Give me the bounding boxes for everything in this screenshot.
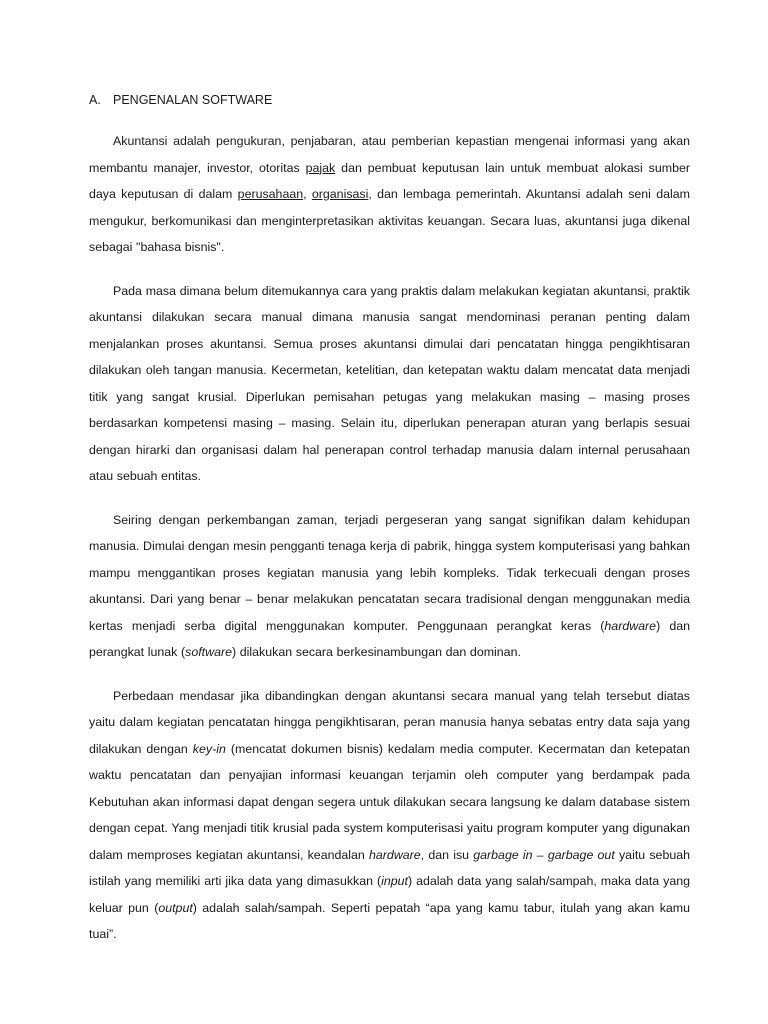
p4-italic-input: input — [381, 874, 408, 888]
p4-text-5: ) adalah data yang salah/sampah, maka data yang keluar pun ( — [89, 874, 690, 915]
p4-text-3: , dan isu — [420, 847, 474, 862]
p4-text-4: yaitu sebuah istilah yang memiliki arti jika data yang dimasukkan ( — [89, 847, 691, 888]
document-page — [89, 90, 690, 965]
paragraph-2: Pada masa dimana belum ditemukannya cara yang praktis dalam melakukan kegiatan akuntansi, praktik akuntansi dilakukan secara manual dimana manusia sangat mendominasi peranan penting dalam menjalankan proses akuntansi. Semua proses akuntansi dimulai dari pencatatan hingga pengikhtisaran dilakukan oleh tangan manusia. Kecermetan, ketelitian, dan ketepatan waktu dalam mencatat data menjadi titik yang sangat krusial. Diperlukan pemisahan petugas yang melakukan masing – masing proses berdasarkan kompetensi masing – masing. Selain itu, diperlukan penerapan aturan yang berlapis sesuai dengan hirarki dan organisasi dalam hal penerapan control terhadap manusia dalam internal perusahaan atau sebuah entitas. — [89, 283, 690, 483]
p3-italic-software: software — [185, 645, 232, 659]
paragraph-3 — [89, 507, 690, 666]
p1-text-1: Akuntansi adalah pengukuran, penjabaran, atau pemberian kepastian mengenai informasi yang akan membantu manajer, investor, otoritas — [89, 134, 690, 175]
p3-text-3: ) dilakukan secara berkesinambungan dan dominan. — [231, 645, 521, 659]
p3-text-2: ) dan perangkat lunak ( — [89, 618, 690, 659]
p4-italic-garbage: garbage in – garbage out — [473, 847, 615, 862]
p3-text-1: Seiring dengan perkembangan zaman, terjadi pergeseran yang sangat signifikan dalam kehidupan manusia. Dimulai dengan mesin pengganti tenaga kerja di pabrik, hingga system komputerisasi yang bahkan mampu menggantikan proses kegiatan manusia yang lebih kompleks. Tidak terkecuali dengan proses akuntansi. Dari yang benar – benar melakukan pencatatan secara tradisional dengan menggunakan media kertas menjadi serba digital menggunakan komputer. Penggunaan perangkat keras ( — [89, 512, 690, 633]
section-letter: A. — [89, 93, 101, 107]
link-organisasi[interactable]: organisasi — [311, 187, 369, 201]
link-pajak[interactable]: pajak — [305, 160, 336, 175]
p4-text-2: (mencatat dokumen bisnis) kedalam media computer. Kecermatan dan ketepatan waktu pencatatan dan penyajian informasi keuangan terjamin oleh computer yang berdampak pada Kebutuhan akan informasi dapat dengan segera untuk dilakukan secara langsung ke dalam database sistem dengan cepat. Yang menjadi titik krusial pada system komputerisasi yaitu program komputer yang digunakan dalam memproses kegiatan akuntansi, keandalan — [89, 741, 690, 862]
paragraph-4 — [89, 683, 690, 948]
p1-text-3: , — [303, 187, 312, 201]
p3-italic-hardware: hardware — [604, 618, 657, 633]
p1-text-4: , dan lembaga pemerintah. Akuntansi adalah seni dalam mengukur, berkomunikasi dan menginterpretasikan aktivitas keuangan. Secara luas, akuntansi juga dikenal sebagai "bahasa bisnis". — [89, 187, 690, 254]
section-heading — [89, 90, 690, 110]
p4-italic-output: output — [158, 900, 193, 915]
paragraph-1 — [89, 128, 690, 261]
p4-italic-keyin: key-in — [192, 741, 226, 756]
p4-text-1: Perbedaan mendasar jika dibandingkan dengan akuntansi secara manual yang telah tersebut diatas yaitu dalam kegiatan pencatatan hingga pengikhtisaran, peran manusia hanya sebatas entry data saja yang dilakukan dengan — [89, 688, 690, 756]
p4-text-6: ) adalah salah/sampah. Seperti pepatah “apa yang kamu tabur, itulah yang akan kamu tuai”. — [89, 900, 690, 941]
section-title: PENGENALAN SOFTWARE — [113, 93, 273, 107]
link-perusahaan[interactable]: perusahaan — [237, 187, 304, 201]
p1-text-2: dan pembuat keputusan lain untuk membuat alokasi sumber daya keputusan di dalam — [89, 160, 690, 201]
p4-italic-hardware: hardware — [369, 847, 421, 862]
